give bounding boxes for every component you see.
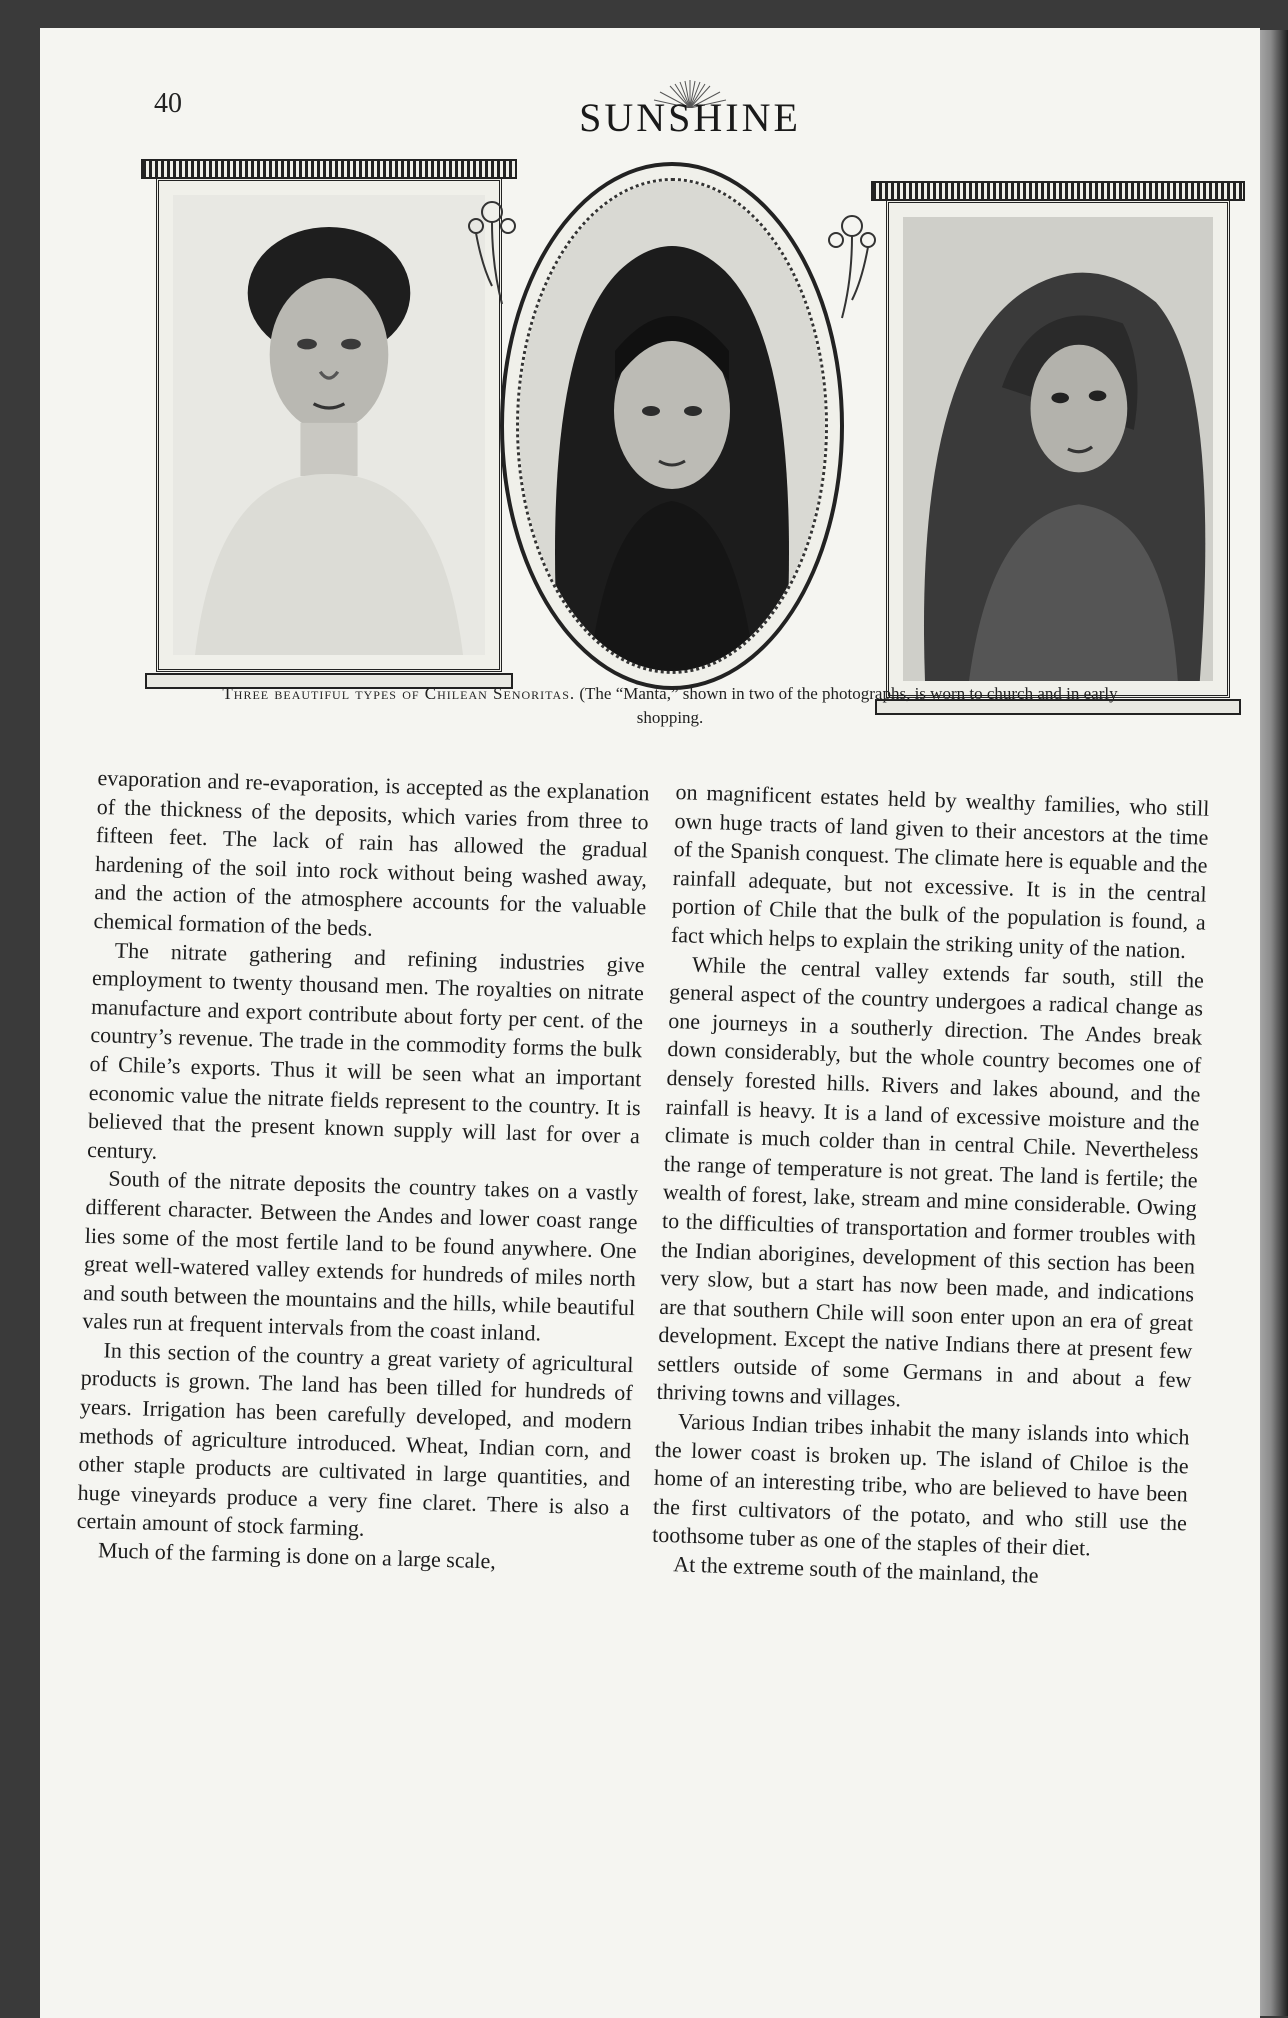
text-column-left bbox=[76, 764, 650, 1580]
floral-ornament-left bbox=[462, 196, 522, 306]
text-column-right bbox=[651, 778, 1210, 1595]
masthead bbox=[560, 94, 820, 141]
photo-frame-center-oval bbox=[500, 162, 844, 690]
photo-caption bbox=[220, 682, 1120, 730]
caption-rest: (The “Manta,” shown in two of the photographs, is worn to church and in early shopping. bbox=[579, 684, 1118, 727]
photo-left bbox=[173, 195, 485, 655]
paragraph: Various Indian tribes inhabit the many islands into which the lower coast is broken up. The island of Chiloe is the home of an interesting tribe, who are believed to have been the first cultivators of the potato, and who still use the toothsome tuber as one of the staples of their diet. bbox=[651, 1408, 1190, 1561]
frame-cornice bbox=[141, 159, 517, 179]
paragraph: South of the nitrate deposits the country takes on a vastly different character. Between the Andes and lower coast range lies some of the most fertile land to be found anywhere. One great well-watered valley extends for hundreds of miles north and south between the mountains and the hills, while beautiful vales run at frequent intervals from the coast inland. bbox=[82, 1165, 639, 1346]
magazine-title: SUNSHINE bbox=[579, 95, 801, 140]
paragraph: The nitrate gathering and refining industries give employment to twenty thousand men. The royalties on nitrate manufacture and export contribute about forty per cent. of the country’s revenue. The trade in the commodity forms the bulk of Chile’s exports. Thus it will be seen what an important economic value the nitrate fields represent to the country. It is believed that the present known supply will last for over a century. bbox=[86, 937, 645, 1164]
paragraph: on magnificent estates held by wealthy families, who still own huge tracts of land given to their ancestors at the time of the Spanish conquest. The climate here is equable and the rainfall adequate, but not excessive. It is in the central portion of Chile that the bulk of the population is found, a fact which helps to explain the striking unity of the nation. bbox=[670, 778, 1210, 964]
photo-right bbox=[903, 217, 1213, 681]
paragraph: In this section of the country a great variety of agricultural products is grown. The land has been tilled for hundreds of years. Irrigation has been carefully developed, and modern methods of agriculture introduced. Wheat, Indian corn, and other staple products are cultivated in large quantities, and huge vineyards produce a very fine claret. There is also a certain amount of stock farming. bbox=[76, 1337, 634, 1542]
page-number: 40 bbox=[154, 88, 182, 119]
caption-lead: Three beautiful types of Chilean Senoritas. bbox=[222, 684, 576, 703]
paragraph: Much of the farming is done on a large scale, bbox=[97, 1537, 497, 1574]
floral-ornament-right bbox=[822, 210, 882, 320]
paragraph: At the extreme south of the mainland, the bbox=[672, 1551, 1039, 1588]
frame-cornice bbox=[871, 181, 1245, 201]
photo-center bbox=[516, 178, 828, 674]
paragraph: evaporation and re-evaporation, is accepted as the explanation of the thickness of the deposits, which varies from three to fifteen feet. The lack of rain has allowed the gradual hardening of the soil into rock without being washed away, and the action of the atmosphere accounts for the valuable chemical formation of the beds. bbox=[93, 764, 650, 941]
photo-frame-right bbox=[886, 200, 1230, 698]
photo-frame-left bbox=[156, 178, 502, 672]
paragraph: While the central valley extends far south, still the general aspect of the country undergoes a radical change as one journeys in a southerly direction. The Andes break down considerably, but the whole country becomes one of densely forested hills. Rivers and lakes abound, and the rainfall is heavy. It is a land of excessive moisture and the climate is much colder than in central Chile. Nevertheless the range of temperature is not great. The land is fertile; the wealth of forest, lake, stream and mine considerable. Owing to the difficulties of transportation and former troubles with the Indian aborigines, development of this section has been very slow, but a start has now been made, and indications are that southern Chile will soon enter upon an era of great development. Except the native Indians there at present few settlers outside of some Germans in and about a few thriving towns and villages. bbox=[656, 951, 1205, 1412]
